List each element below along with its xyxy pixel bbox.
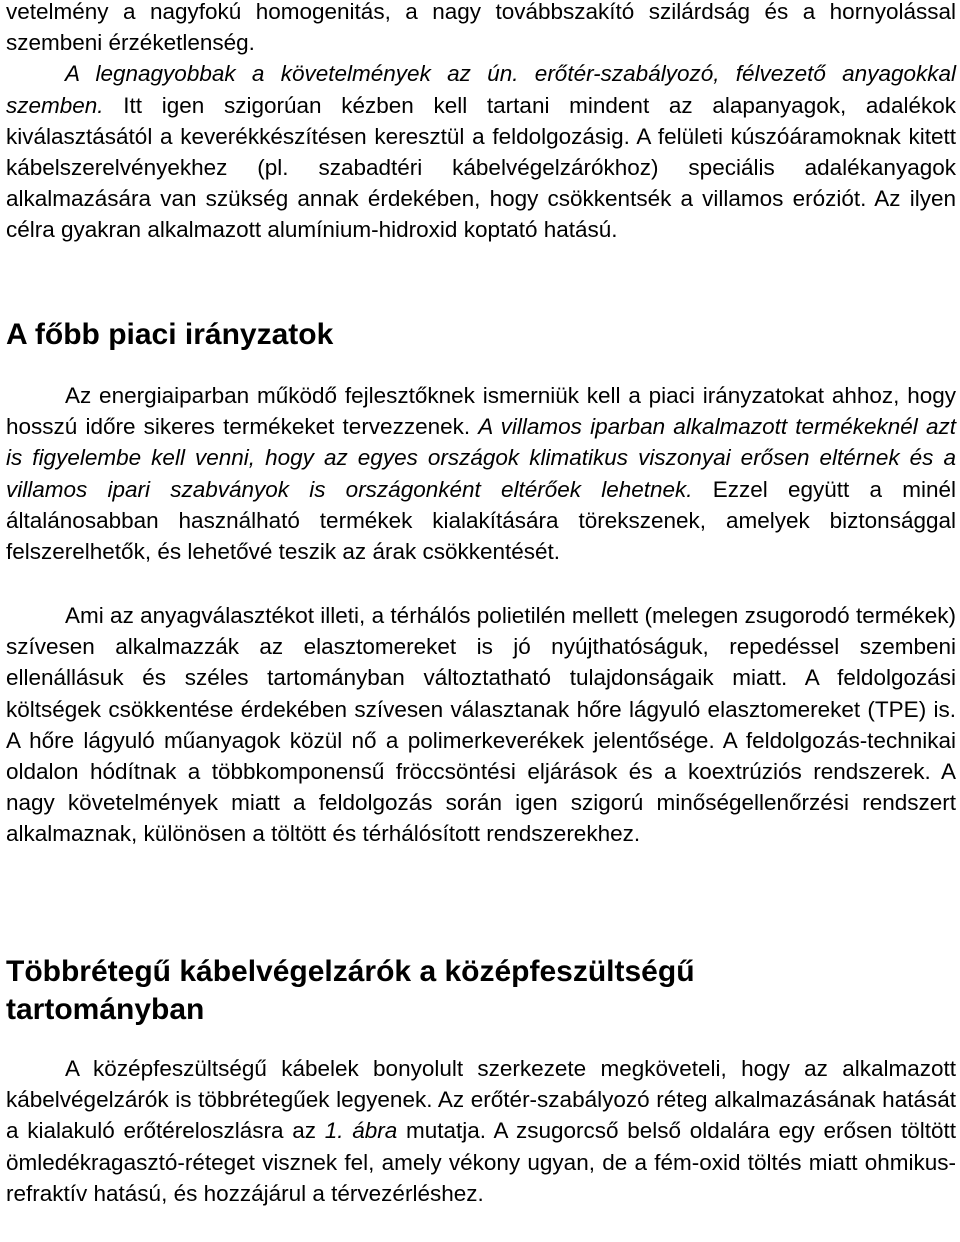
paragraph-text: mutatja. A zsugorcső belső oldalára egy erősen töltött ömledékragasztó-réteget visznek fel, amely vékony ugyan, de a fém-oxid töltés miatt ohmikus-refraktív hatású, és hozzájárul a térvezérléshez.: [6, 1118, 956, 1206]
figure-reference[interactable]: 1. ábra: [324, 1118, 398, 1144]
emphasis-text: A villamos iparban alkalmazott termékeknél azt is figyelembe kell venni, hogy az egyes országok klimatikus viszonyai erősen eltérnek és a villamos ipari szabványok is országonként eltérőek lehetnek.: [6, 414, 956, 502]
paragraph-material-selection: Ami az anyagválasztékot illeti, a térhálós polietilén mellett (melegen zsugorodó termékek) szívesen alkalmazzák az elasztomereket is jó nyújthatóságuk, repedéssel szembeni ellenállásuk és széles tartományban változtatható tulajdonságaik miatt. A feldolgozási költségek csökkentése érdekében szívesen választanak hőre lágyuló elasztomereket (TPE) is. A hőre lágyuló műanyagok közül nő a polimerkeverékek jelentősége. A feldolgozás-technikai oldalon hódítnak a többkomponensű fröccsöntési eljárások és a koextrúziós rendszerek. A nagy követelmények miatt a feldolgozás során igen szigorú minőségellenőrzési rendszert alkalmaznak, különösen a töltött és térhálósított rendszerekhez.: [6, 603, 956, 847]
emphasis-text: A legnagyobbak a követelmények az ún. erőtér-szabályozó, félvezető anyagokkal szemben.: [6, 61, 956, 118]
paragraph-material-requirements: [6, 0, 956, 246]
section-heading-market-trends: A főbb piaci irányzatok: [6, 318, 334, 351]
paragraph-text: Itt igen szigorúan kézben kell tartani mindent az alapanyagok, adalékok kiválasztásától a keverékkészítésen keresztül a feldolgozásig. A felületi kúszóáramoknak kitett kábelszerelvényekhez (pl. szabadtéri kábelvégelzárókhoz) speciális adalékanyagok alkalmazására van szükség annak érdekében, hogy csökkentsék a villamos eróziót. Az ilyen célra gyakran alkalmazott alumínium-hidroxid koptató hatású.: [6, 92, 956, 243]
paragraph-multilayer-terminations: [6, 1053, 956, 1209]
paragraph-text: vetelmény a nagyfokú homogenitás, a nagy továbbszakító szilárdság és a hornyolással szembeni érzéketlenség.: [6, 0, 956, 56]
paragraph-text: Ezzel együtt a minél általánosabban használható termékek kialakítására törekszenek, amelyek biztonsággal felszerelhetők, és lehetővé teszik az árak csökkentését.: [6, 476, 956, 565]
paragraph-text: Az energiaiparban működő fejlesztőknek ismerniük kell a piaci irányzatokat ahhoz, hogy hosszú időre sikeres termékeket tervezzenek.: [6, 383, 956, 440]
paragraph-market-trends: [6, 380, 956, 567]
section-heading-multilayer-terminations: Többrétegű kábelvégelzárók a középfeszültségű tartományban: [6, 955, 695, 1026]
paragraph-text: A középfeszültségű kábelek bonyolult szerkezete megköveteli, hogy az alkalmazott kábelvégelzárók is többrétegűek legyenek. Az erőtér-szabályozó réteg alkalmazásának hatását a kialakuló erőtéreloszlásra az: [6, 1056, 956, 1144]
